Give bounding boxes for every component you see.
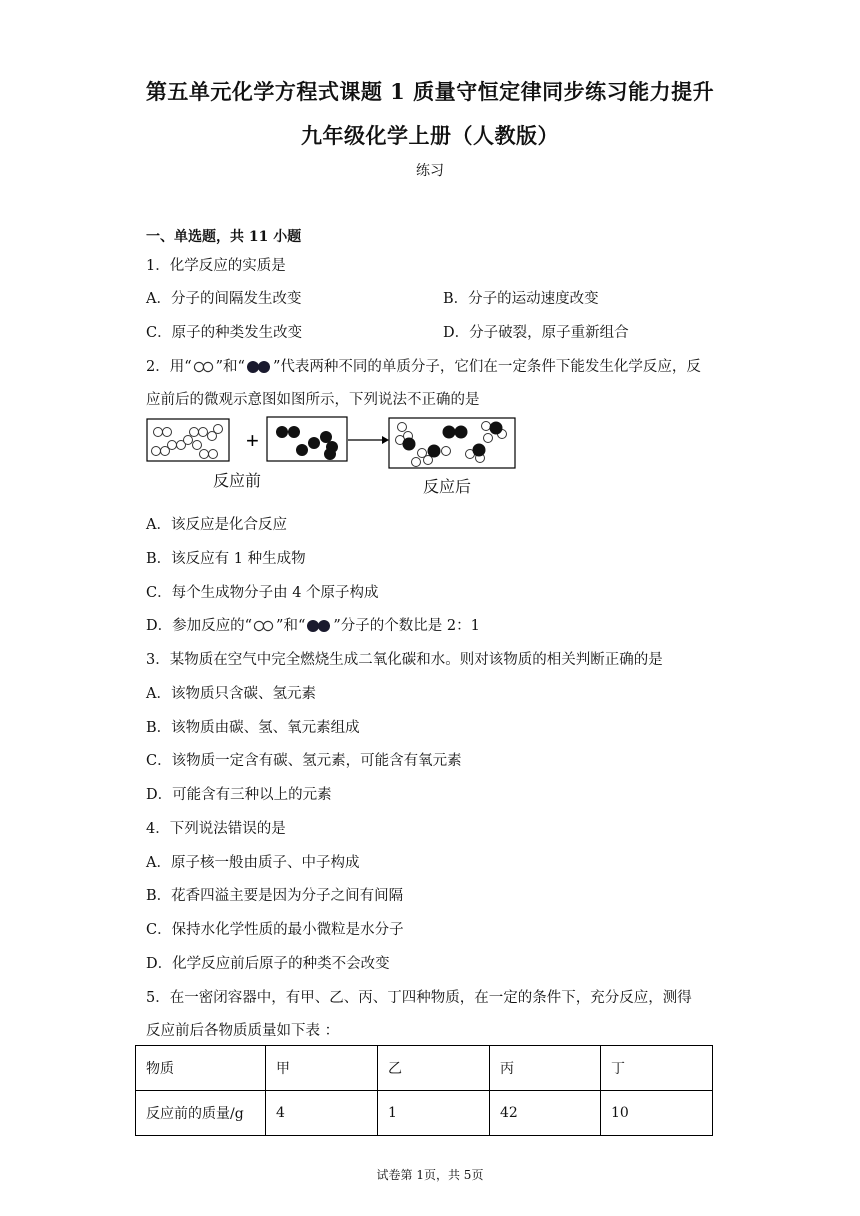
q4-stem: 4．下列说法错误的是 bbox=[146, 821, 286, 837]
q2-option-d bbox=[146, 614, 480, 635]
black-molecule-icon bbox=[306, 619, 332, 633]
q3-option-d: D．可能含有三种以上的元素 bbox=[146, 787, 332, 803]
reaction-arrow bbox=[348, 436, 389, 444]
table-row bbox=[136, 1091, 713, 1136]
table-cell: 反应前的质量/g bbox=[136, 1091, 266, 1136]
table-cell: 甲 bbox=[266, 1046, 378, 1091]
q3-option-c: C．该物质一定含有碳、氢元素，可能含有氧元素 bbox=[146, 753, 462, 769]
table-cell: 乙 bbox=[378, 1046, 490, 1091]
q1-option-a: A．分子的间隔发生改变 bbox=[146, 291, 302, 307]
q5-stem-line1: 5．在一密闭容器中，有甲、乙、丙、丁四种物质，在一定的条件下，充分反应，测得 bbox=[146, 990, 692, 1006]
table-row bbox=[136, 1046, 713, 1091]
q2-stem-part1: 2．用“ bbox=[146, 359, 192, 375]
table-cell: 丙 bbox=[490, 1046, 601, 1091]
q2-option-c: C．每个生成物分子由 4 个原子构成 bbox=[146, 585, 379, 601]
table-cell: 42 bbox=[490, 1091, 601, 1136]
mass-table bbox=[135, 1045, 713, 1136]
black-molecule-icon bbox=[246, 360, 272, 374]
before-box-black bbox=[267, 417, 347, 461]
q1-option-c: C．原子的种类发生改变 bbox=[146, 325, 303, 341]
q2-option-a: A．该反应是化合反应 bbox=[146, 517, 287, 533]
label-after: 反应后 bbox=[423, 479, 472, 496]
table-cell: 丁 bbox=[601, 1046, 713, 1091]
white-molecule-icon bbox=[193, 361, 215, 373]
q2-stem-part3: ”代表两种不同的单质分子，它们在一定条件下能发生化学反应，反 bbox=[272, 359, 701, 375]
q2-option-b: B．该反应有 1 种生成物 bbox=[146, 551, 306, 567]
q2-stem-line2: 应前后的微观示意图如图所示，下列说法不正确的是 bbox=[146, 392, 480, 408]
q4-option-d: D．化学反应前后原子的种类不会改变 bbox=[146, 956, 390, 972]
q2-option-d-part3: ”分子的个数比是 2：1 bbox=[333, 618, 480, 634]
after-box bbox=[389, 418, 515, 468]
table-cell: 物质 bbox=[136, 1046, 266, 1091]
before-box-white bbox=[147, 419, 229, 461]
q2-option-d-part2: ”和“ bbox=[276, 618, 306, 634]
page-footer: 试卷第 1页，共 5页 bbox=[376, 1168, 484, 1182]
white-molecule-icon bbox=[253, 620, 275, 632]
table-cell: 4 bbox=[266, 1091, 378, 1136]
label-before: 反应前 bbox=[213, 473, 262, 490]
table-cell: 10 bbox=[601, 1091, 713, 1136]
q2-option-d-part1: D．参加反应的“ bbox=[146, 618, 253, 634]
q3-option-b: B．该物质由碳、氢、氧元素组成 bbox=[146, 720, 360, 736]
section-heading: 一、单选题，共 11 小题 bbox=[146, 229, 302, 245]
q4-option-a: A．原子核一般由质子、中子构成 bbox=[146, 855, 360, 871]
q1-option-d: D．分子破裂，原子重新组合 bbox=[443, 325, 629, 341]
q2-stem-part2: ”和“ bbox=[215, 359, 245, 375]
q1-option-b: B．分子的运动速度改变 bbox=[443, 291, 599, 307]
q4-option-b: B．花香四溢主要是因为分子之间有间隔 bbox=[146, 888, 404, 904]
q4-option-c: C．保持水化学性质的最小微粒是水分子 bbox=[146, 922, 404, 938]
q1-stem: 1．化学反应的实质是 bbox=[146, 258, 286, 274]
q5-stem-line2: 反应前后各物质质量如下表 ： bbox=[146, 1023, 340, 1039]
reaction-diagram bbox=[146, 416, 526, 500]
document-subtitle: 练习 bbox=[416, 163, 444, 179]
plus-sign: + bbox=[246, 428, 259, 453]
document-title-line1: 第五单元化学方程式课题 1 质量守恒定律同步练习能力提升 bbox=[145, 79, 715, 104]
q3-stem: 3．某物质在空气中完全燃烧生成二氧化碳和水。则对该物质的相关判断正确的是 bbox=[146, 652, 663, 668]
document-title-line2: 九年级化学上册（人教版） bbox=[301, 123, 559, 148]
q3-option-a: A．该物质只含碳、氢元素 bbox=[146, 686, 316, 702]
table-cell: 1 bbox=[378, 1091, 490, 1136]
q2-stem-line1 bbox=[146, 355, 701, 376]
